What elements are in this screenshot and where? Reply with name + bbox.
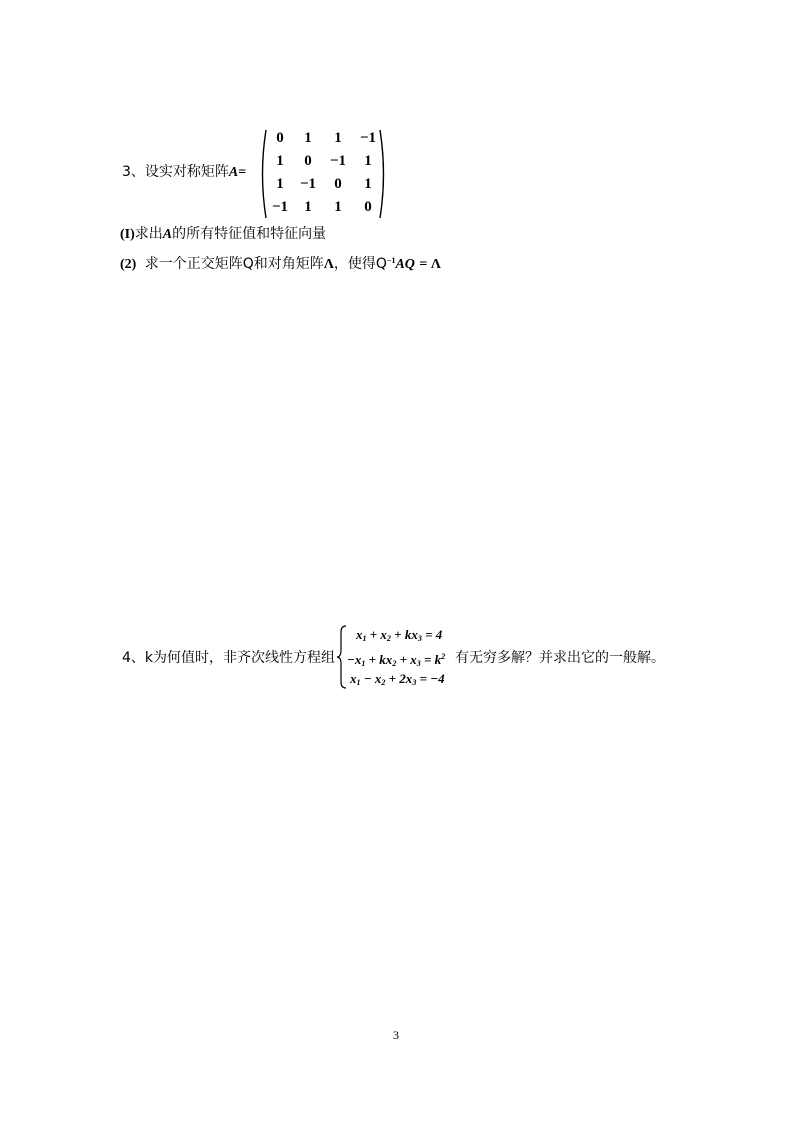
problem-4-label-text: 4、k为何值时，非齐次线性方程组	[122, 650, 336, 666]
matrix-cell: 0	[334, 176, 342, 192]
part-2-prefix: 求一个正交矩阵Q和对角矩阵	[144, 256, 324, 272]
part-2-formula: AQ	[395, 257, 415, 272]
matrix-cell: 0	[364, 199, 372, 215]
matrix-variable: A	[228, 165, 239, 180]
part-1-variable: A	[162, 227, 173, 242]
matrix-cell: 1	[304, 199, 312, 215]
part-2-lambda: Λ	[323, 257, 334, 272]
equation-3: $x_1 - x_2 + 2x_3 = -4$	[350, 671, 445, 687]
equation-2: $-x_1 + kx_2 + x_3 = k^2$	[347, 652, 446, 668]
problem-3-label-text: 3、设实对称矩阵	[122, 164, 229, 180]
problem-4-suffix-text: 有无穷多解？并求出它的一般解。	[455, 650, 665, 666]
part-1-prefix: 求出	[134, 226, 163, 242]
matrix-cell: 1	[364, 176, 372, 192]
part-2-equals: = Λ	[419, 257, 441, 272]
page-number: 3	[393, 1028, 399, 1042]
problem-4-label	[122, 650, 335, 666]
matrix-cell: 1	[276, 176, 284, 192]
matrix-cell: 1	[304, 130, 312, 146]
matrix-cell: 1	[334, 199, 342, 215]
matrix-cell: −1	[359, 130, 377, 146]
equation-system	[336, 624, 456, 690]
part-2-exponent: −1	[386, 256, 396, 265]
equals-sign: =	[238, 165, 247, 180]
part-2-middle: ，使得Q	[333, 256, 387, 272]
problem-3-part-1	[120, 226, 326, 243]
equation-1: $x_1 + x_2 + kx_3 = 4$	[356, 627, 443, 643]
matrix-cell: −1	[299, 176, 317, 192]
part-2-number: (2)	[120, 257, 137, 272]
problem-4-suffix	[455, 650, 665, 666]
problem-3-label	[122, 164, 246, 181]
matrix-cell: 1	[364, 153, 372, 169]
part-1-suffix: 的所有特征值和特征向量	[172, 226, 327, 242]
part-1-number: (I)	[120, 227, 135, 242]
matrix-cell: 0	[304, 153, 312, 169]
matrix-cell: 0	[276, 130, 284, 146]
matrix-cell: 1	[276, 153, 284, 169]
matrix-cell: 1	[334, 130, 342, 146]
matrix-a	[258, 128, 388, 220]
matrix-cell: −1	[271, 199, 289, 215]
matrix-cell: −1	[329, 153, 347, 169]
problem-3-part-2	[120, 253, 441, 273]
